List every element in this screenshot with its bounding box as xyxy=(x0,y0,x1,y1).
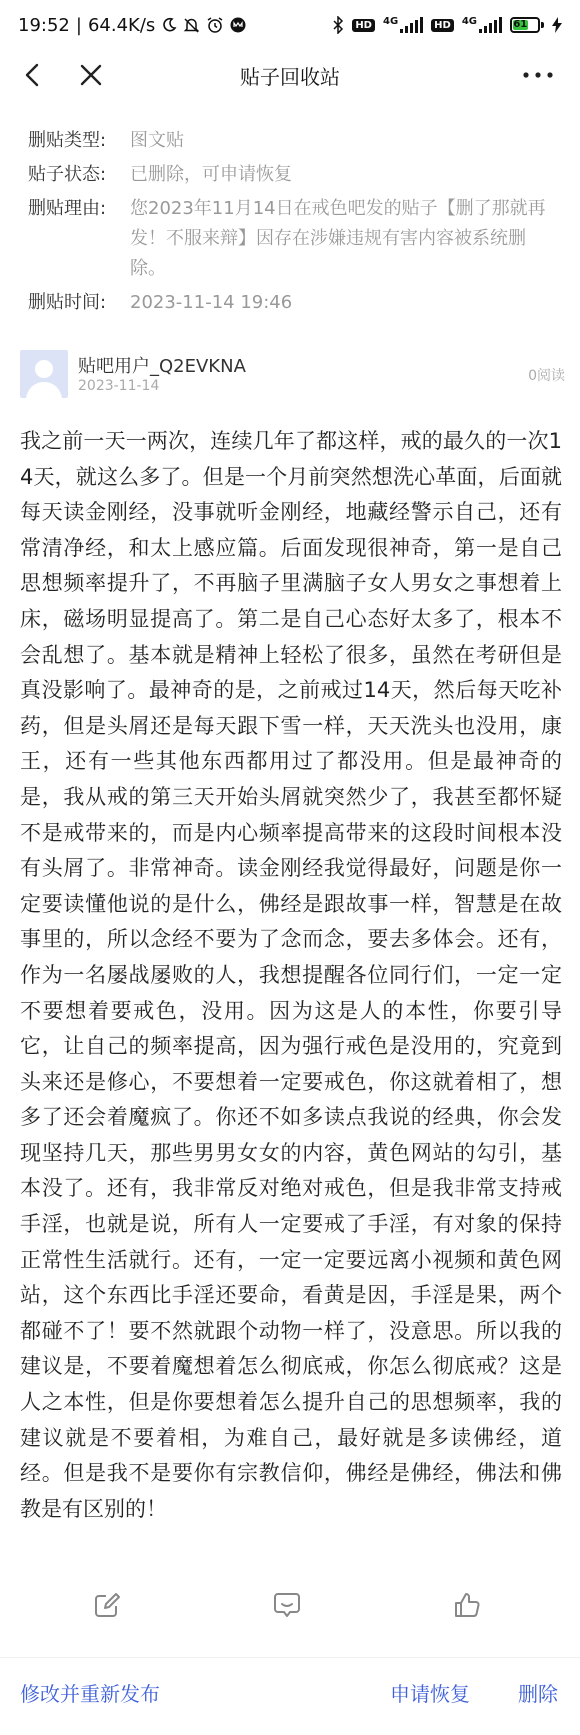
hd-badge: HD xyxy=(352,19,375,32)
edit-icon[interactable] xyxy=(92,1590,122,1620)
status-bar xyxy=(0,0,580,50)
network-type-2: 4G xyxy=(461,15,477,27)
delete-button[interactable]: 删除 xyxy=(518,1678,558,1707)
network-speed: 64.4K/s xyxy=(87,14,156,36)
separator: | xyxy=(75,14,82,36)
info-label: 删贴时间: xyxy=(28,292,107,313)
post-actions xyxy=(0,1590,580,1626)
status-left xyxy=(18,15,246,36)
read-count: 0阅读 xyxy=(528,368,565,384)
avatar[interactable] xyxy=(20,350,68,398)
battery-icon xyxy=(510,17,544,33)
username[interactable]: 贴吧用户_Q2EVKNA xyxy=(78,356,246,377)
post-date: 2023-11-14 xyxy=(78,378,160,394)
info-row-type xyxy=(28,126,558,156)
status-right xyxy=(332,16,562,34)
info-row-reason xyxy=(28,194,558,284)
comment-icon[interactable] xyxy=(272,1590,302,1620)
clock: 19:52 xyxy=(18,14,70,36)
alarm-icon xyxy=(206,16,224,34)
restore-button[interactable]: 申请恢复 xyxy=(390,1678,470,1707)
battery-level: 61 xyxy=(513,19,528,30)
info-row-status xyxy=(28,160,558,190)
info-value: 您2023年11月14日在戒色吧发的贴子【删了那就再发！不服来辩】因存在涉嫌违规有害内容被系统删除。 xyxy=(130,198,546,279)
network-type: 4G xyxy=(382,15,399,27)
info-label: 删贴理由: xyxy=(28,198,107,219)
info-label: 贴子状态: xyxy=(28,164,107,185)
info-row-time xyxy=(28,288,558,318)
signal-icon-2 xyxy=(479,17,502,33)
app-notification-icon xyxy=(230,17,246,33)
mute-bell-icon xyxy=(183,17,200,34)
info-value: 图文贴 xyxy=(130,130,184,151)
footer-bar xyxy=(0,1657,580,1735)
edit-repost-button[interactable]: 修改并重新发布 xyxy=(20,1678,160,1707)
page-title: 贴子回收站 xyxy=(240,64,340,89)
default-avatar-icon xyxy=(20,350,68,398)
hd-badge-2: HD xyxy=(431,19,454,32)
info-value: 已删除，可申请恢复 xyxy=(130,164,292,185)
nav-bar xyxy=(0,50,580,100)
bluetooth-icon xyxy=(332,16,344,34)
like-icon[interactable] xyxy=(452,1590,482,1620)
post-body: 我之前一天一两次，连续几年了都这样，戒的最久的一次14天，就这么多了。但是一个月前突然想洗心革面，后面就每天读金刚经，没事就听金刚经，地藏经警示自己，还有常清净经，和太上感应篇。后面发现很神奇，第一是自己思想频率提升了，不再脑子里满脑子女人男女之事想着上床，磁场明显提高了。第二是自己心态好太多了，根本不会乱想了。基本就是精神上轻松了很多，虽然在考研但是真没影响了。最神奇的是，之前戒过14天，然后每天吃补药，但是头屑还是每天跟下雪一样，天天洗头也没用，康王，还有一些其他东西都用过了都没用。但是最神奇的是，我从戒的第三天开始头屑就突然少了，我甚至都怀疑不是戒带来的，而是内心频率提高带来的这段时间根本没有头屑了。非常神奇。读金刚经我觉得最好，问题是你一定要读懂他说的是什么，佛经是跟故事一样，智慧是在故事里的，所以念经不要为了念而念，要去多体会。还有，作为一名屡战屡败的人，我想提醒各位同行们，一定一定不要想着要戒色，没用。因为这是人的本性，你要引导它，让自己的频率提高，因为强行戒色是没用的，究竟到头来还是修心，不要想着一定要戒色，你这就着相了，想多了还会着魔疯了。你还不如多读点我说的经典，你会发现坚持几天，那些男男女女的内容，黄色网站的勾引，基本没了。还有，我非常反对绝对戒色，但是我非常支持戒手淫，也就是说，所有人一定要戒了手淫，有对象的保持正常性生活就行。还有，一定一定要远离小视频和黄色网站，这个东西比手淫还要命，看黄是因，手淫是果，两个都碰不了！要不然就跟个动物一样了，没意思。所以我的建议是，不要着魔想着怎么彻底戒，你怎么彻底戒？这是人之本性，但是你要想着怎么提升自己的思想频率，我的建议就是不要着相，为难自己，最好就是多读佛经，道经。但是我不是要你有宗教信仰，佛经是佛经，佛法和佛教是有区别的！ xyxy=(20,429,562,1521)
post-header xyxy=(20,350,565,402)
more-options-icon[interactable] xyxy=(520,64,556,86)
delete-info xyxy=(28,126,558,322)
charging-icon xyxy=(552,17,562,33)
info-value: 2023-11-14 19:46 xyxy=(130,292,293,313)
signal-icon xyxy=(400,17,423,33)
moon-icon xyxy=(161,17,177,33)
info-label: 删贴类型: xyxy=(28,130,107,151)
